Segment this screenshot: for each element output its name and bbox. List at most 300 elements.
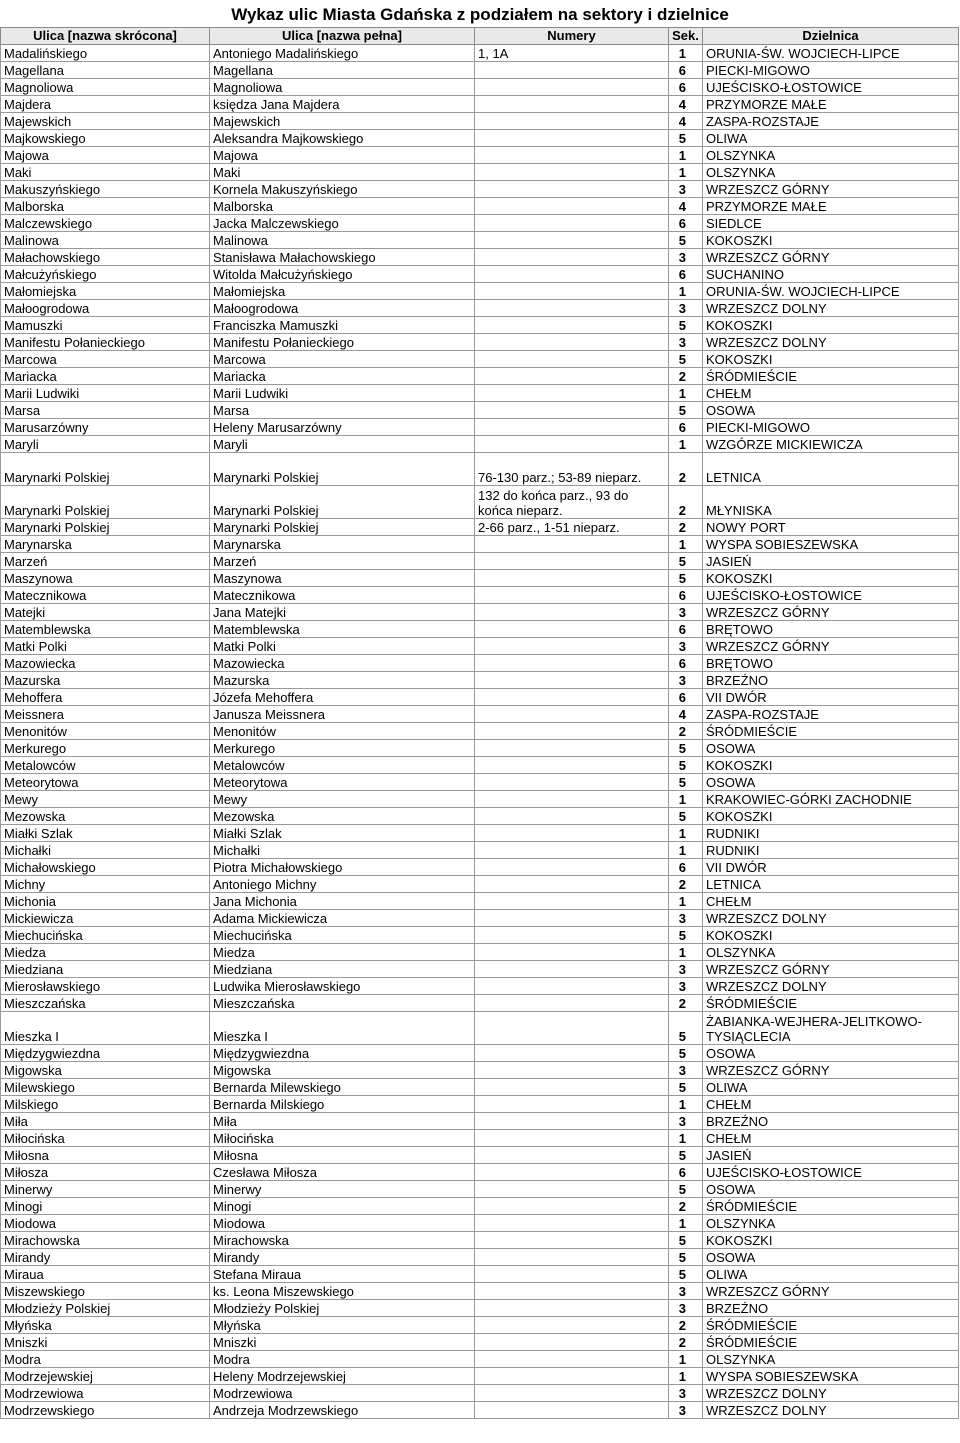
cell-numbers: [475, 706, 669, 723]
cell-district: WRZESZCZ GÓRNY: [703, 249, 959, 266]
cell-short-name: Miła: [1, 1113, 210, 1130]
cell-short-name: Marcowa: [1, 351, 210, 368]
cell-full-name: Młyńska: [210, 1317, 475, 1334]
cell-numbers: [475, 79, 669, 96]
cell-full-name: Malinowa: [210, 232, 475, 249]
cell-short-name: Menonitów: [1, 723, 210, 740]
cell-short-name: Migowska: [1, 1062, 210, 1079]
table-row: [1, 300, 959, 317]
cell-numbers: [475, 249, 669, 266]
table-row: [1, 181, 959, 198]
table-row: [1, 961, 959, 978]
table-row: [1, 402, 959, 419]
cell-short-name: Majewskich: [1, 113, 210, 130]
cell-numbers: [475, 910, 669, 927]
table-row: [1, 1283, 959, 1300]
table-row: [1, 859, 959, 876]
cell-full-name: Józefa Mehoffera: [210, 689, 475, 706]
cell-sector: 6: [669, 621, 703, 638]
cell-sector: 4: [669, 706, 703, 723]
cell-numbers: [475, 266, 669, 283]
cell-full-name: Miałki Szlak: [210, 825, 475, 842]
cell-numbers: [475, 927, 669, 944]
cell-numbers: [475, 1402, 669, 1419]
cell-sector: 3: [669, 1062, 703, 1079]
cell-full-name: Marsa: [210, 402, 475, 419]
cell-full-name: Menonitów: [210, 723, 475, 740]
cell-short-name: Manifestu Połanieckiego: [1, 334, 210, 351]
cell-short-name: Miechucińska: [1, 927, 210, 944]
table-row: [1, 672, 959, 689]
cell-full-name: Migowska: [210, 1062, 475, 1079]
cell-district: OSOWA: [703, 1181, 959, 1198]
cell-short-name: Miłosza: [1, 1164, 210, 1181]
header-row: [1, 28, 959, 45]
table-row: [1, 519, 959, 536]
cell-short-name: Marsa: [1, 402, 210, 419]
cell-short-name: Minerwy: [1, 1181, 210, 1198]
cell-sector: 3: [669, 1402, 703, 1419]
cell-numbers: [475, 621, 669, 638]
cell-sector: 2: [669, 876, 703, 893]
cell-short-name: Maryli: [1, 436, 210, 453]
cell-sector: 5: [669, 1147, 703, 1164]
cell-district: WRZESZCZ DOLNY: [703, 910, 959, 927]
cell-district: WRZESZCZ GÓRNY: [703, 1283, 959, 1300]
cell-district: SUCHANINO: [703, 266, 959, 283]
table-header: [1, 28, 959, 45]
cell-district: ŚRÓDMIEŚCIE: [703, 1198, 959, 1215]
table-row: [1, 553, 959, 570]
cell-short-name: Marusarzówny: [1, 419, 210, 436]
table-row: [1, 1012, 959, 1045]
cell-short-name: Malczewskiego: [1, 215, 210, 232]
cell-short-name: Modrzewiowa: [1, 1385, 210, 1402]
cell-short-name: Międzygwiezdna: [1, 1045, 210, 1062]
table-row: [1, 79, 959, 96]
table-row: [1, 1351, 959, 1368]
cell-sector: 5: [669, 808, 703, 825]
cell-sector: 3: [669, 978, 703, 995]
cell-full-name: Magellana: [210, 62, 475, 79]
cell-sector: 1: [669, 1096, 703, 1113]
cell-short-name: Modrzewskiego: [1, 1402, 210, 1419]
cell-short-name: Miałki Szlak: [1, 825, 210, 842]
cell-numbers: [475, 351, 669, 368]
cell-district: WRZESZCZ DOLNY: [703, 334, 959, 351]
table-row: [1, 1334, 959, 1351]
cell-short-name: Miszewskiego: [1, 1283, 210, 1300]
table-row: [1, 486, 959, 519]
cell-district: JASIEŃ: [703, 553, 959, 570]
cell-district: UJEŚCISKO-ŁOSTOWICE: [703, 587, 959, 604]
cell-numbers: [475, 130, 669, 147]
cell-numbers: [475, 1079, 669, 1096]
cell-numbers: 76-130 parz.; 53-89 nieparz.: [475, 453, 669, 486]
cell-sector: 1: [669, 283, 703, 300]
cell-district: OSOWA: [703, 402, 959, 419]
cell-numbers: [475, 1283, 669, 1300]
cell-sector: 2: [669, 368, 703, 385]
cell-short-name: Miedza: [1, 944, 210, 961]
cell-numbers: [475, 808, 669, 825]
cell-full-name: Mazurska: [210, 672, 475, 689]
cell-numbers: [475, 944, 669, 961]
cell-numbers: [475, 198, 669, 215]
cell-short-name: Matejki: [1, 604, 210, 621]
cell-district: WYSPA SOBIESZEWSKA: [703, 1368, 959, 1385]
cell-short-name: Majdera: [1, 96, 210, 113]
cell-district: OSOWA: [703, 1249, 959, 1266]
cell-numbers: [475, 62, 669, 79]
cell-full-name: Modra: [210, 1351, 475, 1368]
cell-numbers: 2-66 parz., 1-51 nieparz.: [475, 519, 669, 536]
cell-sector: 5: [669, 1012, 703, 1045]
cell-district: BRĘTOWO: [703, 621, 959, 638]
cell-short-name: Minogi: [1, 1198, 210, 1215]
cell-full-name: Marynarki Polskiej: [210, 486, 475, 519]
table-row: [1, 740, 959, 757]
cell-numbers: [475, 655, 669, 672]
cell-district: ORUNIA-ŚW. WOJCIECH-LIPCE: [703, 283, 959, 300]
cell-numbers: [475, 842, 669, 859]
cell-full-name: Stefana Miraua: [210, 1266, 475, 1283]
cell-sector: 5: [669, 1266, 703, 1283]
cell-numbers: [475, 638, 669, 655]
cell-sector: 6: [669, 79, 703, 96]
cell-short-name: Miłosna: [1, 1147, 210, 1164]
cell-numbers: [475, 419, 669, 436]
cell-district: NOWY PORT: [703, 519, 959, 536]
cell-numbers: [475, 113, 669, 130]
cell-district: WRZESZCZ GÓRNY: [703, 604, 959, 621]
cell-district: PIECKI-MIGOWO: [703, 62, 959, 79]
cell-sector: 2: [669, 519, 703, 536]
cell-sector: 5: [669, 1249, 703, 1266]
table-body: [1, 45, 959, 1419]
cell-full-name: Matemblewska: [210, 621, 475, 638]
table-row: [1, 1130, 959, 1147]
cell-numbers: [475, 300, 669, 317]
cell-sector: 6: [669, 62, 703, 79]
table-row: [1, 130, 959, 147]
cell-district: CHEŁM: [703, 1096, 959, 1113]
table-row: [1, 1300, 959, 1317]
cell-district: WRZESZCZ GÓRNY: [703, 1062, 959, 1079]
cell-short-name: Mamuszki: [1, 317, 210, 334]
cell-sector: 3: [669, 1113, 703, 1130]
cell-full-name: Modrzewiowa: [210, 1385, 475, 1402]
cell-district: OLSZYNKA: [703, 164, 959, 181]
table-row: [1, 1079, 959, 1096]
cell-numbers: [475, 1266, 669, 1283]
cell-sector: 5: [669, 317, 703, 334]
cell-sector: 1: [669, 1130, 703, 1147]
cell-short-name: Miodowa: [1, 1215, 210, 1232]
cell-full-name: Bernarda Milewskiego: [210, 1079, 475, 1096]
cell-district: BRZEŹNO: [703, 672, 959, 689]
cell-numbers: 1, 1A: [475, 45, 669, 62]
cell-full-name: Marynarska: [210, 536, 475, 553]
cell-full-name: Marynarki Polskiej: [210, 453, 475, 486]
table-row: [1, 876, 959, 893]
table-row: [1, 1249, 959, 1266]
cell-full-name: Mirandy: [210, 1249, 475, 1266]
cell-numbers: [475, 96, 669, 113]
cell-full-name: Małomiejska: [210, 283, 475, 300]
cell-short-name: Majkowskiego: [1, 130, 210, 147]
table-row: [1, 1147, 959, 1164]
table-row: [1, 368, 959, 385]
cell-full-name: Miłocińska: [210, 1130, 475, 1147]
cell-district: KOKOSZKI: [703, 927, 959, 944]
cell-short-name: Malborska: [1, 198, 210, 215]
cell-sector: 3: [669, 604, 703, 621]
cell-sector: 2: [669, 995, 703, 1012]
cell-district: LETNICA: [703, 876, 959, 893]
cell-full-name: Marynarki Polskiej: [210, 519, 475, 536]
cell-district: JASIEŃ: [703, 1147, 959, 1164]
cell-full-name: księdza Jana Majdera: [210, 96, 475, 113]
cell-sector: 1: [669, 1215, 703, 1232]
cell-numbers: [475, 1045, 669, 1062]
cell-full-name: Minogi: [210, 1198, 475, 1215]
cell-short-name: Milewskiego: [1, 1079, 210, 1096]
table-row: [1, 147, 959, 164]
cell-short-name: Marynarki Polskiej: [1, 486, 210, 519]
cell-short-name: Majowa: [1, 147, 210, 164]
cell-numbers: [475, 283, 669, 300]
cell-district: OSOWA: [703, 1045, 959, 1062]
cell-short-name: Marynarska: [1, 536, 210, 553]
cell-full-name: Czesława Miłosza: [210, 1164, 475, 1181]
cell-numbers: [475, 893, 669, 910]
cell-district: MŁYNISKA: [703, 486, 959, 519]
cell-district: OLSZYNKA: [703, 944, 959, 961]
cell-full-name: Marcowa: [210, 351, 475, 368]
table-row: [1, 1232, 959, 1249]
cell-short-name: Mazowiecka: [1, 655, 210, 672]
table-row: [1, 1368, 959, 1385]
cell-full-name: Mieszka I: [210, 1012, 475, 1045]
cell-numbers: [475, 978, 669, 995]
cell-district: LETNICA: [703, 453, 959, 486]
cell-sector: 5: [669, 1045, 703, 1062]
cell-sector: 1: [669, 385, 703, 402]
cell-full-name: Jana Michonia: [210, 893, 475, 910]
table-row: [1, 1113, 959, 1130]
cell-full-name: Minerwy: [210, 1181, 475, 1198]
cell-numbers: [475, 1249, 669, 1266]
cell-numbers: [475, 570, 669, 587]
table-row: [1, 1181, 959, 1198]
cell-sector: 3: [669, 1385, 703, 1402]
cell-numbers: [475, 740, 669, 757]
cell-numbers: [475, 1334, 669, 1351]
cell-numbers: [475, 587, 669, 604]
table-row: [1, 825, 959, 842]
cell-sector: 5: [669, 740, 703, 757]
cell-sector: 6: [669, 419, 703, 436]
cell-sector: 3: [669, 300, 703, 317]
header-numbers: Numery: [475, 28, 669, 45]
cell-full-name: Miedza: [210, 944, 475, 961]
table-row: [1, 62, 959, 79]
cell-district: ORUNIA-ŚW. WOJCIECH-LIPCE: [703, 45, 959, 62]
cell-numbers: [475, 1062, 669, 1079]
cell-numbers: [475, 164, 669, 181]
cell-full-name: Międzygwiezdna: [210, 1045, 475, 1062]
table-row: [1, 334, 959, 351]
cell-sector: 1: [669, 791, 703, 808]
cell-short-name: Matecznikowa: [1, 587, 210, 604]
cell-full-name: Marii Ludwiki: [210, 385, 475, 402]
cell-sector: 1: [669, 536, 703, 553]
cell-full-name: Miedziana: [210, 961, 475, 978]
page-title: Wykaz ulic Miasta Gdańska z podziałem na sektory i dzielnice: [231, 5, 729, 24]
cell-sector: 2: [669, 1198, 703, 1215]
table-row: [1, 1164, 959, 1181]
table-row: [1, 689, 959, 706]
cell-full-name: Piotra Michałowskiego: [210, 859, 475, 876]
cell-numbers: [475, 1130, 669, 1147]
cell-short-name: Miłocińska: [1, 1130, 210, 1147]
cell-short-name: Meissnera: [1, 706, 210, 723]
cell-numbers: [475, 232, 669, 249]
cell-full-name: Andrzeja Modrzewskiego: [210, 1402, 475, 1419]
header-short-name: Ulica [nazwa skrócona]: [1, 28, 210, 45]
cell-sector: 6: [669, 215, 703, 232]
cell-numbers: [475, 385, 669, 402]
cell-full-name: Małoogrodowa: [210, 300, 475, 317]
cell-short-name: Madalińskiego: [1, 45, 210, 62]
cell-sector: 5: [669, 232, 703, 249]
cell-short-name: Mickiewicza: [1, 910, 210, 927]
table-row: [1, 570, 959, 587]
cell-sector: 2: [669, 453, 703, 486]
table-row: [1, 1215, 959, 1232]
cell-sector: 3: [669, 638, 703, 655]
cell-district: RUDNIKI: [703, 842, 959, 859]
cell-full-name: Antoniego Madalińskiego: [210, 45, 475, 62]
cell-full-name: Jacka Malczewskiego: [210, 215, 475, 232]
cell-district: ŻABIANKA-WEJHERA-JELITKOWO-TYSIĄCLECIA: [703, 1012, 959, 1045]
cell-short-name: Milskiego: [1, 1096, 210, 1113]
cell-full-name: Miła: [210, 1113, 475, 1130]
cell-numbers: [475, 1215, 669, 1232]
cell-district: ZASPA-ROZSTAJE: [703, 706, 959, 723]
cell-full-name: Mezowska: [210, 808, 475, 825]
cell-district: VII DWÓR: [703, 689, 959, 706]
cell-numbers: [475, 604, 669, 621]
cell-short-name: Malinowa: [1, 232, 210, 249]
cell-full-name: Miechucińska: [210, 927, 475, 944]
cell-full-name: Mieszczańska: [210, 995, 475, 1012]
cell-district: KOKOSZKI: [703, 317, 959, 334]
cell-district: BRZEŹNO: [703, 1113, 959, 1130]
cell-short-name: Marynarki Polskiej: [1, 453, 210, 486]
cell-district: KRAKOWIEC-GÓRKI ZACHODNIE: [703, 791, 959, 808]
cell-full-name: Bernarda Milskiego: [210, 1096, 475, 1113]
cell-sector: 2: [669, 723, 703, 740]
cell-short-name: Magnoliowa: [1, 79, 210, 96]
cell-district: PRZYMORZE MAŁE: [703, 198, 959, 215]
cell-numbers: [475, 774, 669, 791]
cell-sector: 5: [669, 927, 703, 944]
cell-sector: 5: [669, 1181, 703, 1198]
cell-short-name: Mieszka I: [1, 1012, 210, 1045]
cell-sector: 5: [669, 570, 703, 587]
cell-district: OLIWA: [703, 1266, 959, 1283]
header-full-name: Ulica [nazwa pełna]: [210, 28, 475, 45]
cell-district: OLSZYNKA: [703, 1351, 959, 1368]
cell-sector: 1: [669, 1351, 703, 1368]
cell-sector: 1: [669, 164, 703, 181]
cell-full-name: Majowa: [210, 147, 475, 164]
table-row: [1, 96, 959, 113]
cell-short-name: Magellana: [1, 62, 210, 79]
cell-short-name: Młyńska: [1, 1317, 210, 1334]
cell-short-name: Merkurego: [1, 740, 210, 757]
cell-district: RUDNIKI: [703, 825, 959, 842]
cell-full-name: Mazowiecka: [210, 655, 475, 672]
cell-sector: 6: [669, 689, 703, 706]
cell-sector: 6: [669, 587, 703, 604]
cell-numbers: [475, 1368, 669, 1385]
header-district: Dzielnica: [703, 28, 959, 45]
cell-district: WYSPA SOBIESZEWSKA: [703, 536, 959, 553]
cell-numbers: [475, 723, 669, 740]
table-row: [1, 266, 959, 283]
cell-district: KOKOSZKI: [703, 1232, 959, 1249]
cell-short-name: Michałowskiego: [1, 859, 210, 876]
cell-numbers: [475, 1232, 669, 1249]
cell-numbers: [475, 368, 669, 385]
cell-full-name: Adama Mickiewicza: [210, 910, 475, 927]
cell-numbers: [475, 215, 669, 232]
cell-district: KOKOSZKI: [703, 808, 959, 825]
cell-numbers: [475, 317, 669, 334]
cell-district: KOKOSZKI: [703, 757, 959, 774]
cell-sector: 1: [669, 45, 703, 62]
cell-short-name: Małcużyńskiego: [1, 266, 210, 283]
table-row: [1, 893, 959, 910]
table-row: [1, 621, 959, 638]
cell-short-name: Metalowców: [1, 757, 210, 774]
table-row: [1, 1402, 959, 1419]
cell-short-name: Michałki: [1, 842, 210, 859]
cell-district: VII DWÓR: [703, 859, 959, 876]
cell-full-name: Jana Matejki: [210, 604, 475, 621]
cell-sector: 3: [669, 672, 703, 689]
cell-short-name: Marzeń: [1, 553, 210, 570]
cell-sector: 1: [669, 825, 703, 842]
cell-district: KOKOSZKI: [703, 570, 959, 587]
cell-full-name: Kornela Makuszyńskiego: [210, 181, 475, 198]
cell-district: CHEŁM: [703, 1130, 959, 1147]
table-row: [1, 723, 959, 740]
table-row: [1, 113, 959, 130]
cell-sector: 5: [669, 1232, 703, 1249]
cell-numbers: [475, 536, 669, 553]
table-row: [1, 164, 959, 181]
cell-short-name: Maszynowa: [1, 570, 210, 587]
cell-full-name: Merkurego: [210, 740, 475, 757]
cell-district: WZGÓRZE MICKIEWICZA: [703, 436, 959, 453]
cell-numbers: [475, 1147, 669, 1164]
table-row: [1, 45, 959, 62]
cell-full-name: Franciszka Mamuszki: [210, 317, 475, 334]
